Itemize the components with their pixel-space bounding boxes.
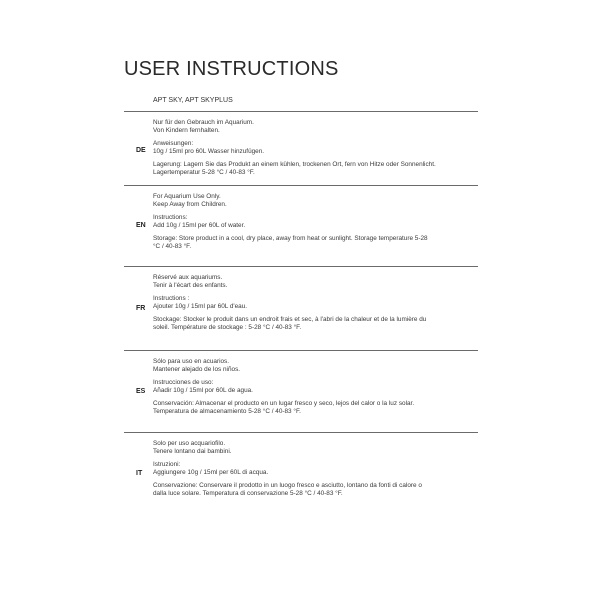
- instructions-value: Añadir 10g / 15ml por 60L de agua.: [153, 387, 253, 394]
- language-code: FR: [136, 305, 146, 312]
- storage-text: [153, 482, 478, 498]
- page-title: USER INSTRUCTIONS: [124, 58, 339, 80]
- warning-text: [153, 119, 478, 135]
- instructions-text: [153, 140, 478, 156]
- storage-text: [153, 235, 478, 251]
- instructions-page: [124, 58, 478, 512]
- warning-line: Réservé aux aquariums.: [153, 274, 223, 281]
- storage-line: Conservazione: Conservare il prodotto in un luogo fresco e asciutto, lontano da fonti di calore o: [153, 482, 422, 489]
- instructions-text: [153, 379, 478, 395]
- language-code: EN: [136, 222, 146, 229]
- instructions-label: Instructions:: [153, 214, 188, 221]
- instructions-value: Add 10g / 15ml per 60L of water.: [153, 222, 246, 229]
- storage-line: Conservación: Almacenar el producto en un lugar fresco y seco, lejos del calor o la luz solar.: [153, 400, 415, 407]
- storage-line: soleil. Température de stockage : 5-28 °C / 40-83 °F.: [153, 324, 302, 331]
- warning-line: Tenere lontano dai bambini.: [153, 448, 232, 455]
- storage-line: °C / 40-83 °F.: [153, 243, 192, 250]
- section-de: [124, 111, 478, 185]
- warning-text: [153, 440, 478, 456]
- instructions-value: Aggiungere 10g / 15ml per 60L di acqua.: [153, 469, 269, 476]
- section-en: [124, 185, 478, 266]
- instructions-label: Anweisungen:: [153, 140, 194, 147]
- storage-line: Storage: Store product in a cool, dry place, away from heat or sunlight. Storage temperature 5-28: [153, 235, 428, 242]
- warning-line: Mantener alejado de los niños.: [153, 366, 241, 373]
- warning-line: Von Kindern fernhalten.: [153, 127, 220, 134]
- storage-line: Temperatura de almacenamiento 5-28 °C / 40-83 °F.: [153, 408, 301, 415]
- storage-line: dalla luce solare. Temperatura di conservazione 5-28 °C / 40-83 °F.: [153, 490, 343, 497]
- language-code: IT: [136, 470, 143, 477]
- language-code: ES: [136, 388, 146, 395]
- instructions-label: Instructions :: [153, 295, 190, 302]
- instructions-text: [153, 461, 478, 477]
- instructions-value: 10g / 15ml pro 60L Wasser hinzufügen.: [153, 148, 265, 155]
- instructions-text: [153, 214, 478, 230]
- storage-line: Lagerung: Lagern Sie das Produkt an einem kühlen, trockenen Ort, fern von Hitze oder Sonnenlicht.: [153, 161, 436, 168]
- section-fr: [124, 266, 478, 350]
- storage-text: [153, 400, 478, 416]
- warning-line: Tenir à l'écart des enfants.: [153, 282, 228, 289]
- warning-line: Sólo para uso en acuarios.: [153, 358, 230, 365]
- instructions-value: Ajouter 10g / 15ml par 60L d'eau.: [153, 303, 248, 310]
- product-names: APT SKY, APT SKYPLUS: [153, 97, 233, 104]
- storage-text: [153, 316, 478, 332]
- warning-line: Keep Away from Children.: [153, 201, 227, 208]
- warning-text: [153, 274, 478, 290]
- warning-text: [153, 358, 478, 374]
- section-es: [124, 350, 478, 432]
- storage-text: [153, 161, 478, 177]
- warning-text: [153, 193, 478, 209]
- warning-line: Nur für den Gebrauch im Aquarium.: [153, 119, 254, 126]
- storage-line: Lagertemperatur 5-28 °C / 40-83 °F.: [153, 169, 255, 176]
- storage-line: Stockage: Stocker le produit dans un endroit frais et sec, à l'abri de la chaleur et de la lumière du: [153, 316, 427, 323]
- section-it: [124, 432, 478, 512]
- language-code: DE: [136, 147, 146, 154]
- instructions-text: [153, 295, 478, 311]
- instructions-label: Instrucciones de uso:: [153, 379, 214, 386]
- warning-line: For Aquarium Use Only.: [153, 193, 221, 200]
- warning-line: Solo per uso acquariofilo.: [153, 440, 226, 447]
- instructions-label: Istruzioni:: [153, 461, 181, 468]
